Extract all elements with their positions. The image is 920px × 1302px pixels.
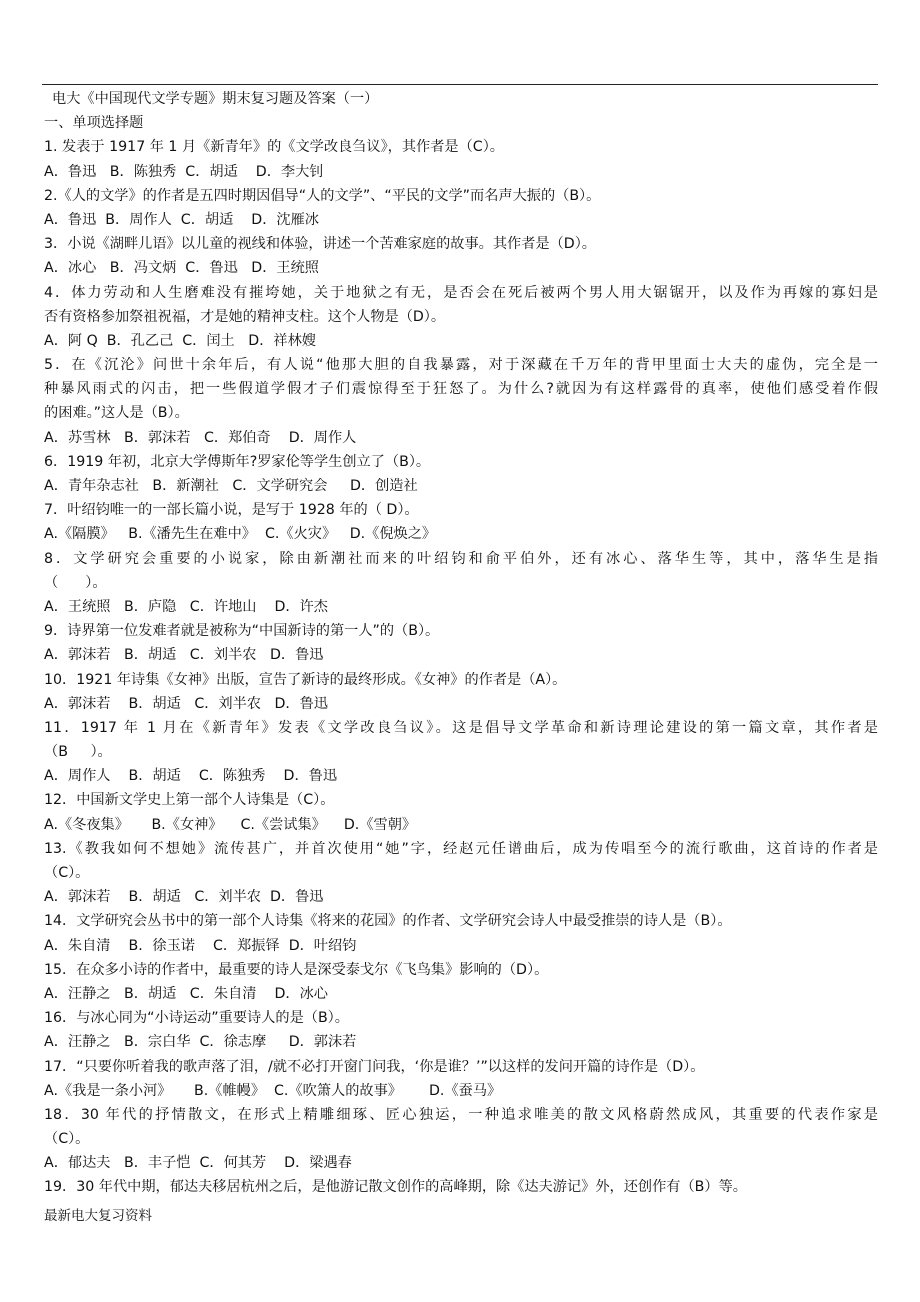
text-line: 17．“只要你听着我的歌声落了泪，/就不必打开窗门问我，‘你是谁？’”以这样的发问开篇的诗作是（D）。 bbox=[44, 1058, 705, 1075]
text-line: 的困难。”这人是（B）。 bbox=[44, 405, 189, 422]
section-heading: 一、单项选择题 bbox=[44, 115, 144, 132]
text-line: （B ）。 bbox=[44, 744, 112, 761]
text-line: A．鲁迅 B．周作人 C．胡适 D．沈雁冰 bbox=[44, 211, 319, 228]
text-line: A．阿 Q B．孔乙己 C．闰土 D．祥林嫂 bbox=[44, 332, 316, 349]
text-line: A．周作人 B．胡适 C．陈独秀 D．鲁迅 bbox=[44, 768, 338, 785]
text-line: 10．1921 年诗集《女神》出版，宣告了新诗的最终形成。《女神》的作者是（A）。 bbox=[44, 671, 567, 688]
document-body bbox=[44, 87, 878, 1200]
text-line: （C）。 bbox=[44, 1131, 90, 1148]
text-line: 16．与冰心同为“小诗运动”重要诗人的是（B）。 bbox=[44, 1010, 349, 1027]
text-line: 否有资格参加祭祖祝福，才是她的精神支柱。这个人物是（D）。 bbox=[44, 308, 446, 325]
text-line: A.《我是一条小河》 B.《帷幔》 C.《吹箫人的故事》 D.《蚕马》 bbox=[44, 1082, 502, 1099]
text-line: 14．文学研究会丛书中的第一部个人诗集《将来的花园》的作者、文学研究会诗人中最受推崇的诗人是（B）。 bbox=[44, 913, 732, 930]
text-line: A．郁达夫 B．丰子恺 C．何其芳 D．梁遇春 bbox=[44, 1155, 352, 1172]
text-line: A．汪静之 B．胡适 C．朱自清 D．冰心 bbox=[44, 985, 328, 1002]
text-line: 18．30 年代的抒情散文，在形式上精雕细琢、匠心独运，一种追求唯美的散文风格蔚然成风，其重要的代表作家是 bbox=[44, 1106, 878, 1123]
text-line: A．鲁迅 B．陈独秀 C．胡适 D．李大钊 bbox=[44, 163, 324, 180]
text-line: 19．30 年代中期，郁达夫移居杭州之后，是他游记散文创作的高峰期，除《达夫游记》外，还创作有（B）等。 bbox=[44, 1179, 747, 1196]
text-line: A．青年杂志社 B．新潮社 C．文学研究会 D．创造社 bbox=[44, 478, 418, 494]
text-line: 3．小说《湖畔儿语》以儿童的视线和体验，讲述一个苦难家庭的故事。其作者是（D）。 bbox=[44, 236, 596, 253]
text-line: A．郭沫若 B．胡适 C．刘半农 D．鲁迅 bbox=[44, 889, 324, 906]
text-line: 15．在众多小诗的作者中，最重要的诗人是深受泰戈尔《飞鸟集》影响的（D）。 bbox=[44, 961, 549, 978]
text-line: A．苏雪林 B．郭沫若 C．郑伯奇 D．周作人 bbox=[44, 429, 357, 446]
text-line: 5．在《沉沦》问世十余年后，有人说“他那大胆的自我暴露，对于深藏在千万年的背甲里面士大夫的虚伪，完全是一 bbox=[44, 357, 878, 374]
text-line: A.《冬夜集》 B.《女神》 C.《尝试集》 D.《雪朝》 bbox=[44, 816, 417, 833]
text-line: A．朱自清 B．徐玉诺 C．郑振铎 D．叶绍钧 bbox=[44, 937, 357, 954]
text-line: 4．体力劳动和人生磨难没有摧垮她，关于地狱之有无，是否会在死后被两个男人用大锯锯开，以及作为再嫁的寡妇是 bbox=[44, 284, 878, 301]
text-line: （ ）。 bbox=[44, 574, 107, 591]
text-line: 种暴风雨式的闪击，把一些假道学假才子们震惊得至于狂怒了。为什么?就因为有这样露骨的真率，使他们感受着作假 bbox=[44, 381, 878, 398]
text-line: A．冰心 B．冯文炳 C．鲁迅 D．王统照 bbox=[44, 260, 319, 277]
text-line: A．汪静之 B．宗白华 C．徐志摩 D．郭沫若 bbox=[44, 1034, 357, 1051]
text-line: 12．中国新文学史上第一部个人诗集是（C）。 bbox=[44, 792, 335, 809]
text-line: 6．1919 年初，北京大学傅斯年?罗家伦等学生创立了（B）。 bbox=[44, 453, 431, 470]
text-line: 8．文学研究会重要的小说家，除由新潮社而来的叶绍钧和俞平伯外，还有冰心、落华生等，其中，落华生是指 bbox=[44, 550, 878, 567]
text-line: 2.《人的文学》的作者是五四时期因倡导“人的文学”、“平民的文学”而名声大振的（B）。 bbox=[44, 187, 601, 204]
header-rule bbox=[42, 84, 878, 85]
text-line: A．郭沫若 B．胡适 C．刘半农 D．鲁迅 bbox=[44, 695, 328, 712]
text-line: A.《隔膜》 B.《潘先生在难中》 C.《火灾》 D.《倪焕之》 bbox=[44, 526, 437, 543]
text-line: 9．诗界第一位发难者就是被称为“中国新诗的第一人”的（B）。 bbox=[44, 623, 440, 640]
document-title: 电大《中国现代文学专题》期末复习题及答案（一） bbox=[52, 91, 379, 107]
page-footer: 最新电大复习资料 bbox=[44, 1208, 152, 1224]
text-line: 7．叶绍钧唯一的一部长篇小说，是写于 1928 年的（ D）。 bbox=[44, 502, 419, 519]
text-line: 13.《教我如何不想她》流传甚广，并首次使用“她”字，经赵元任谱曲后，成为传唱至今的流行歌曲，这首诗的作者是 bbox=[44, 840, 878, 857]
text-line: （C）。 bbox=[44, 865, 90, 881]
text-line: 1. 发表于 1917 年 1 月《新青年》的《文学改良刍议》，其作者是（C）。 bbox=[44, 139, 504, 156]
text-line: A．王统照 B．庐隐 C．许地山 D．许杰 bbox=[44, 598, 328, 615]
text-line: A．郭沫若 B．胡适 C．刘半农 D．鲁迅 bbox=[44, 647, 324, 664]
text-line: 11．1917 年 1 月在《新青年》发表《文学改良刍议》。这是倡导文学革命和新诗理论建设的第一篇文章，其作者是 bbox=[44, 719, 878, 736]
